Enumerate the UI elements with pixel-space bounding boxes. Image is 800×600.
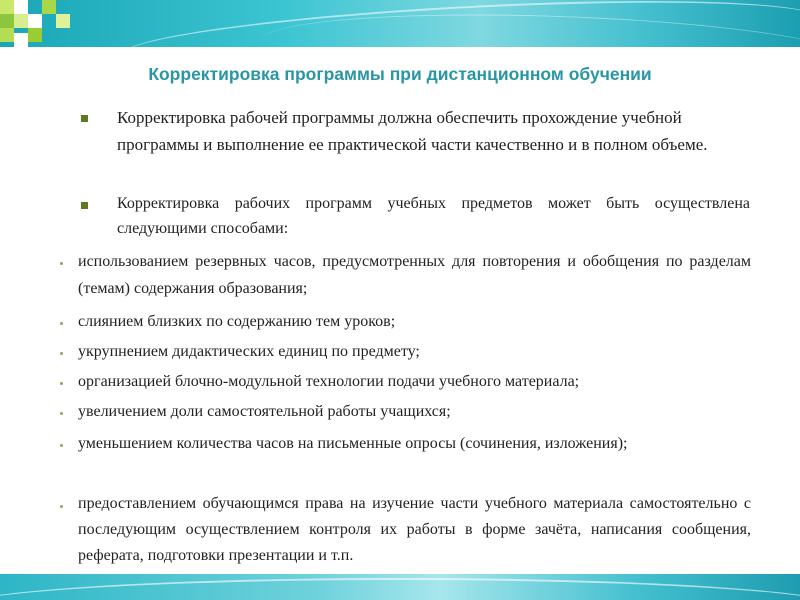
decor-square: [14, 14, 28, 28]
decor-square: [56, 14, 70, 28]
decor-square: [14, 33, 28, 47]
bullet-text: Корректировка рабочей программы должна обеспечить прохождение учебной программы и выполнение ее практической части качественно и в полном объеме.: [117, 108, 708, 154]
list-item: укрупнением дидактических единиц по предмету;: [78, 343, 420, 360]
square-bullet: [81, 115, 88, 122]
decor-square: [28, 28, 42, 42]
list-item: слиянием близких по содержанию тем уроков;: [78, 313, 396, 330]
dot-bullet: [60, 262, 63, 265]
decor-square: [0, 0, 14, 14]
footer-banner: [0, 574, 800, 600]
decor-square: [42, 0, 56, 14]
list-item: предоставлением обучающимся права на изучение части учебного материала самостоятельно с последующим осуществлением контроля их работы в форме зачёта, написания сообщения, реферата, подготовки презентации и т.п.: [78, 495, 751, 564]
footer-wave: [0, 578, 800, 600]
square-bullet: [81, 202, 88, 209]
dot-bullet: [60, 382, 63, 385]
slide-title: Корректировка программы при дистанционном обучении: [148, 64, 652, 84]
decor-square: [28, 14, 42, 28]
dot-bullet: [60, 444, 63, 447]
bullet-text: Корректировка рабочих программ учебных предметов может быть осуществлена следующими способами:: [117, 195, 750, 237]
decor-square: [14, 0, 28, 14]
dot-bullet: [60, 412, 63, 415]
dot-bullet: [60, 322, 63, 325]
dot-bullet: [60, 352, 63, 355]
header-banner: [0, 0, 800, 47]
list-item: уменьшением количества часов на письменные опросы (сочинения, изложения);: [78, 435, 628, 452]
list-item: использованием резервных часов, предусмотренных для повторения и обобщения по разделам (темам) содержания образования;: [78, 253, 751, 297]
list-item: организацией блочно-модульной технологии подачи учебного материала;: [78, 373, 580, 390]
decor-square: [0, 28, 14, 42]
list-item: увеличением доли самостоятельной работы учащихся;: [78, 403, 451, 420]
decor-square: [0, 14, 14, 28]
dot-bullet: [60, 505, 63, 508]
